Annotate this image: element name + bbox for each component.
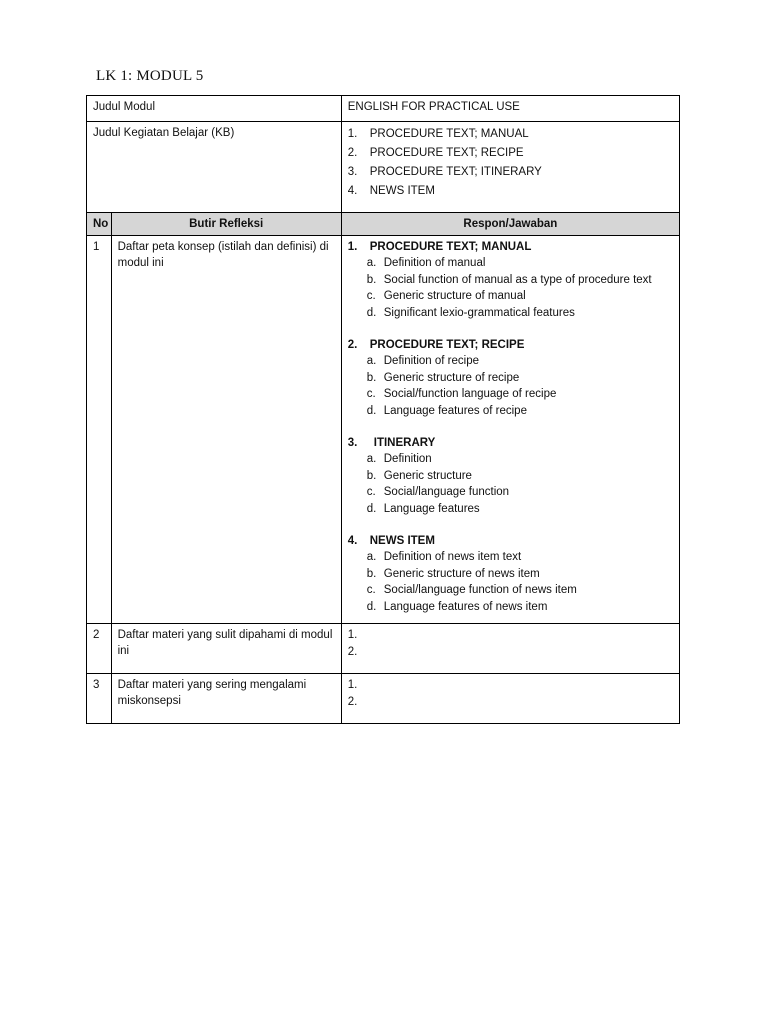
item-text: PROCEDURE TEXT; MANUAL [369,128,529,140]
subtopic-item [348,272,673,289]
subtopic-item [348,451,673,468]
response-cell[interactable] [341,624,679,674]
subtopic-text: Generic structure [383,469,472,482]
topic-title [348,435,673,451]
module-title-label: Judul Modul [87,96,342,122]
answer-slot[interactable]: 2. [347,646,358,658]
subtopic-item [348,468,673,485]
topic-text: PROCEDURE TEXT; RECIPE [369,339,525,351]
reflection-item: Daftar materi yang sering mengalami miskonsepsi [111,674,341,724]
subtopic-text: Generic structure of recipe [383,371,520,384]
response-cell[interactable] [341,674,679,724]
learning-activity-row [87,122,680,213]
subtopic-text: Definition [383,453,432,465]
subtopic-text: Social function of manual as a type of procedure text [383,273,652,286]
topic-number: 1. [347,241,358,253]
answer-slot[interactable]: 2. [347,696,358,708]
header-respon: Respon/Jawaban [341,213,679,236]
topic-text: ITINERARY [373,437,436,449]
subtopic-item [348,566,673,583]
subtopic-item [348,353,673,370]
subtopic-item [348,501,673,518]
row-number: 2 [87,624,112,674]
header-butir: Butir Refleksi [111,213,341,236]
table-row [87,236,680,624]
subtopic-letter: b. [366,371,377,384]
subtopic-letter: c. [366,486,376,498]
topic-text: NEWS ITEM [369,535,435,547]
module-title-row [87,96,680,122]
topic-block [348,337,673,419]
subtopic-letter: a. [366,257,377,269]
learning-activity-item [348,144,673,163]
answer-slot[interactable]: 1. [347,679,358,691]
item-number: 1. [347,128,358,140]
header-no: No [87,213,112,236]
learning-activity-item [348,182,673,201]
subtopic-text: Language features [383,502,480,515]
subtopic-letter: d. [366,404,377,417]
topic-number: 3. [347,437,358,449]
topic-number: 4. [347,535,358,547]
learning-activity-item [348,125,673,144]
learning-activity-list [348,125,673,201]
topic-title [348,337,673,353]
reflection-item: Daftar peta konsep (istilah dan definisi) di modul ini [111,236,341,624]
subtopic-letter: b. [366,469,377,482]
subtopic-item [348,549,673,566]
subtopic-item [348,582,673,599]
item-number: 4. [347,185,358,197]
subtopic-item [348,288,673,305]
learning-activity-list-cell [341,122,679,213]
response-cell [341,236,679,624]
subtopic-text: Language features of news item [383,600,548,613]
subtopic-text: Generic structure of manual [383,290,526,302]
reflection-table [86,95,680,724]
topic-number: 2. [347,339,358,351]
subtopic-letter: c. [366,388,376,400]
subtopic-text: Definition of manual [383,257,486,269]
subtopic-item [348,386,673,403]
subtopic-text: Social/function language of recipe [383,388,557,400]
module-title-value: ENGLISH FOR PRACTICAL USE [341,96,679,122]
topic-block [348,435,673,517]
subtopic-item [348,370,673,387]
subtopic-text: Social/language function [383,486,510,498]
subtopic-letter: a. [366,453,377,465]
item-text: PROCEDURE TEXT; ITINERARY [369,166,542,178]
subtopic-item [348,599,673,616]
subtopic-letter: a. [366,551,377,563]
item-number: 2. [347,147,358,159]
subtopic-letter: b. [366,273,377,286]
subtopic-text: Generic structure of news item [383,567,540,580]
learning-activity-label: Judul Kegiatan Belajar (KB) [87,122,342,213]
subtopic-item [348,305,673,322]
table-row [87,624,680,674]
subtopic-letter: b. [366,567,377,580]
topic-block [348,239,673,321]
answer-slot[interactable]: 1. [347,629,358,641]
subtopic-text: Definition of recipe [383,355,479,367]
subtopic-letter: d. [366,502,377,515]
subtopic-text: Social/language function of news item [383,584,577,596]
subtopic-letter: c. [366,290,376,302]
topic-text: PROCEDURE TEXT; MANUAL [369,241,532,253]
subtopic-item [348,484,673,501]
row-number: 1 [87,236,112,624]
learning-activity-item [348,163,673,182]
row-number: 3 [87,674,112,724]
topic-title [348,239,673,255]
subtopic-letter: d. [366,600,377,613]
item-text: PROCEDURE TEXT; RECIPE [369,147,524,159]
subtopic-item [348,403,673,420]
table-row [87,674,680,724]
subtopic-letter: d. [366,306,377,319]
subtopic-item [348,255,673,272]
subtopic-letter: a. [366,355,377,367]
reflection-item: Daftar materi yang sulit dipahami di modul ini [111,624,341,674]
table-header-row [87,213,680,236]
item-text: NEWS ITEM [369,185,435,197]
topic-title [348,533,673,549]
subtopic-letter: c. [366,584,376,596]
subtopic-text: Definition of news item text [383,551,522,563]
item-number: 3. [347,166,358,178]
subtopic-text: Significant lexio-grammatical features [383,306,575,319]
document-title: LK 1: MODUL 5 [96,68,204,84]
topic-block [348,533,673,615]
subtopic-text: Language features of recipe [383,404,527,417]
